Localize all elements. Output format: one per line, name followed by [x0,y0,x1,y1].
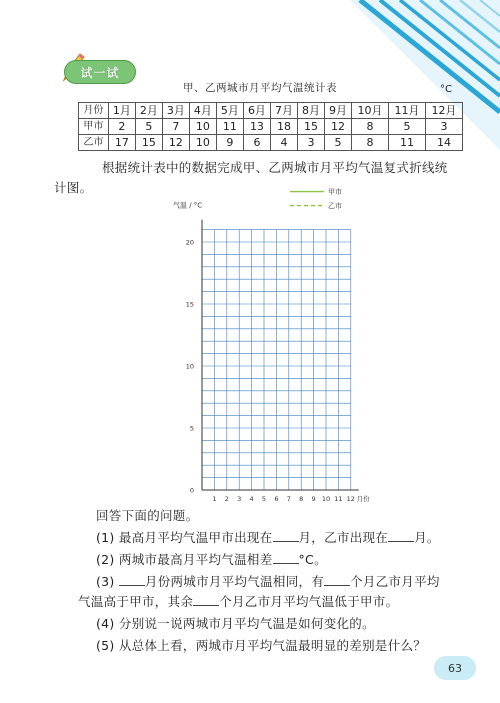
x-tick-label: 3 [237,495,242,503]
y-axis-label: 气温 / °C [173,201,203,210]
table-cell: 2 [108,119,135,135]
table-cell: 8 [352,135,389,151]
question-text: 最高月平均气温甲市出现在 [118,530,273,545]
question-text: 气温高于甲市，其余 [78,594,194,609]
question-text: 月，乙市出现在 [298,530,389,545]
table-cell: 10 [189,135,216,151]
question-text: 个月乙市月平均气温低于甲市。 [219,594,399,609]
table-cell: 5 [135,119,162,135]
header-label: 月份 [79,103,109,119]
question-3-continued [78,592,398,612]
table-cell: 4 [270,135,297,151]
row-label: 甲市 [79,119,109,135]
question-text: 月份两城市月平均气温相同，有 [144,574,325,589]
table-cell: 7 [162,119,189,135]
question-number: (4) [96,616,115,631]
table-row-city-b [79,135,463,151]
month-header: 12月 [425,103,462,119]
month-header: 10月 [352,103,389,119]
temperature-table [78,102,463,151]
question-number: (3) [96,574,115,589]
x-tick-label: 4 [249,495,254,503]
legend-label: 乙市 [328,202,342,211]
y-tick-label: 15 [185,300,194,309]
table-unit: °C [440,84,452,95]
y-tick-label: 20 [185,238,194,247]
table-cell: 11 [216,119,243,135]
answer-blank[interactable] [193,593,219,606]
answer-blank[interactable] [119,573,145,586]
x-tick-label: 11 [334,495,343,503]
try-it-badge [64,60,136,84]
table-cell: 6 [243,135,270,151]
answer-blank[interactable] [388,529,414,542]
y-tick-label: 10 [185,362,194,371]
question-1 [96,528,440,548]
question-5 [96,636,426,656]
table-cell: 3 [425,119,462,135]
x-tick-label: 12 [346,495,355,503]
table-cell: 11 [388,135,425,151]
y-tick-label: 5 [189,424,194,433]
question-text: 分别说一说两城市月平均气温是如何变化的。 [118,616,375,631]
question-number: (1) [96,530,115,545]
table-cell: 14 [425,135,462,151]
badge-label: 试一试 [80,65,120,80]
table-cell: 17 [108,135,135,151]
table-title: 甲、乙两城市月平均气温统计表 [183,82,337,94]
month-header: 5月 [216,103,243,119]
table-cell: 5 [324,135,351,151]
table-cell: 8 [352,119,389,135]
month-header: 8月 [297,103,324,119]
row-label: 乙市 [79,135,109,151]
table-cell: 15 [297,119,324,135]
question-number: (5) [96,638,115,653]
instruction-line-2: 计图。 [54,180,93,195]
question-2 [96,550,327,570]
question-3 [96,572,440,592]
question-text: 月。 [414,530,440,545]
question-text: °C。 [298,552,327,567]
table-cell: 12 [324,119,351,135]
table-header-row [79,103,463,119]
x-tick-label: 9 [311,495,316,503]
question-text: 两城市最高月平均气温相差 [118,552,273,567]
question-4 [96,614,375,634]
x-tick-label: 8 [299,495,304,503]
month-header: 7月 [270,103,297,119]
x-tick-label: 6 [274,495,279,503]
month-header: 2月 [135,103,162,119]
x-tick-label: 5 [261,495,267,503]
table-cell: 18 [270,119,297,135]
question-number: (2) [96,552,115,567]
x-tick-label: 10 [321,495,331,503]
table-cell: 9 [216,135,243,151]
table-cell: 3 [297,135,324,151]
answer-blank[interactable] [273,529,299,542]
x-tick-label: 1 [212,495,217,503]
month-header: 3月 [162,103,189,119]
month-header: 1月 [108,103,135,119]
page-number: 63 [434,656,476,680]
questions-intro: 回答下面的问题。 [96,508,199,523]
table-cell: 15 [135,135,162,151]
table-cell: 12 [162,135,189,151]
x-tick-label: 7 [286,495,291,503]
question-text: 从总体上看，两城市月平均气温最明显的差别是什么？ [118,638,427,653]
y-tick-label: 0 [189,486,194,495]
table-cell: 10 [189,119,216,135]
month-header: 4月 [189,103,216,119]
x-tick-label: 2 [224,495,229,503]
instruction-line-1: 根据统计表中的数据完成甲、乙两城市月平均气温复式折线统 [102,160,448,175]
legend-label: 甲市 [328,188,342,197]
question-text: 个月乙市月平均 [350,574,440,589]
answer-blank[interactable] [324,573,350,586]
table-cell: 5 [388,119,425,135]
month-header: 6月 [243,103,270,119]
month-header: 9月 [324,103,351,119]
answer-blank[interactable] [273,551,299,564]
month-header: 11月 [388,103,425,119]
table-row-city-a [79,119,463,135]
table-cell: 13 [243,119,270,135]
x-axis-label: 月份 [356,495,370,503]
line-chart [165,180,370,503]
